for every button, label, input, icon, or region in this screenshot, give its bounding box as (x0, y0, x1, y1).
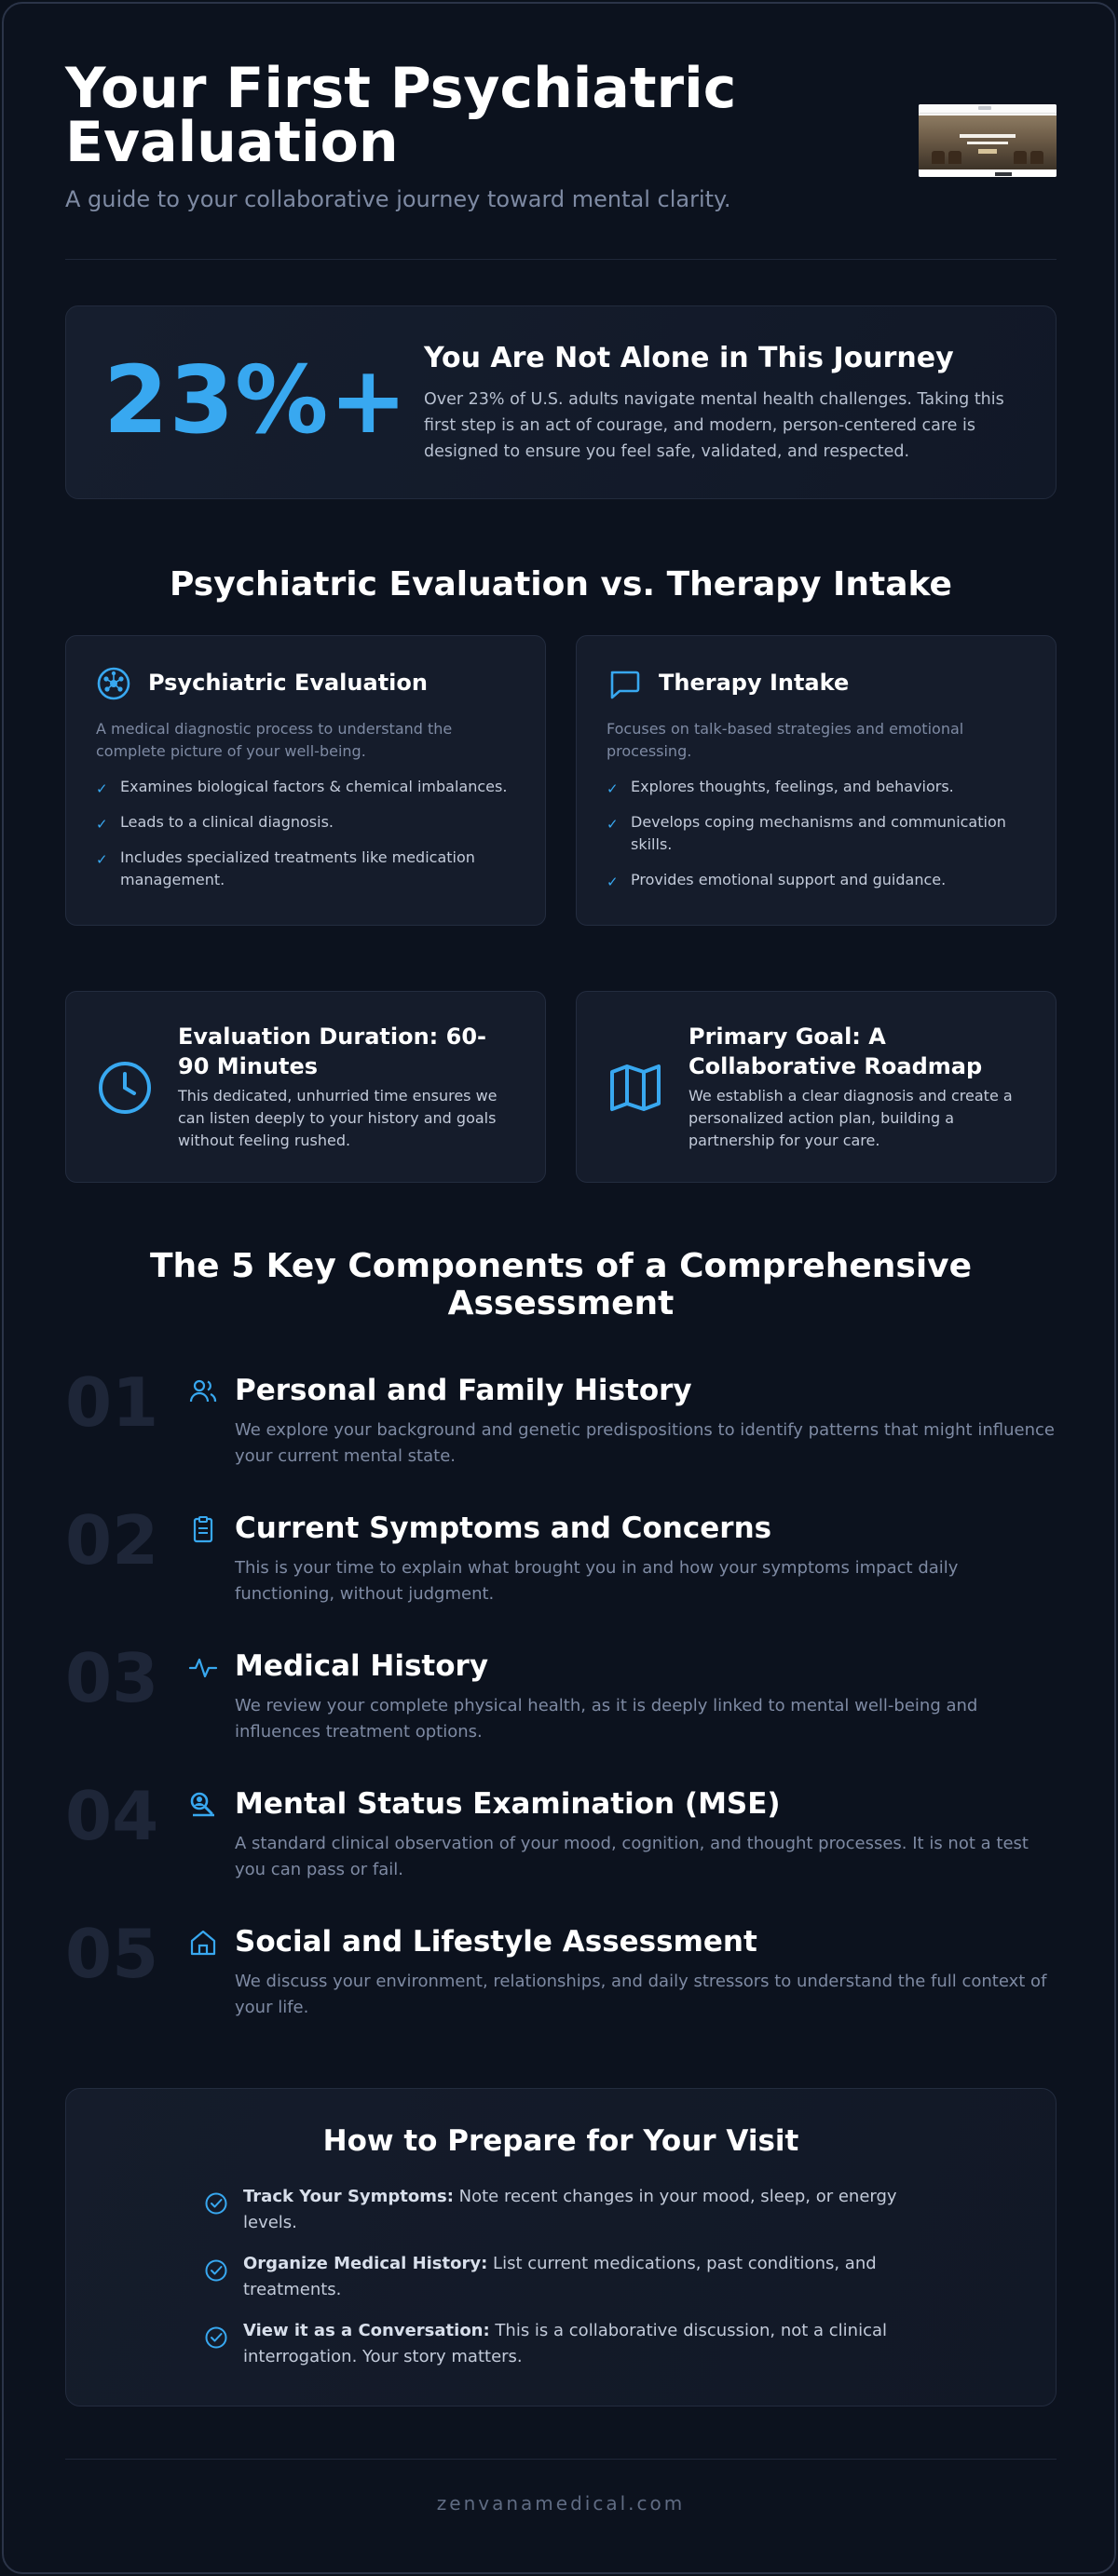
search-user-icon (188, 1790, 218, 1820)
component-number: 02 (65, 1501, 159, 1579)
check-circle-icon (204, 2258, 228, 2283)
psychiatric-evaluation-card (65, 635, 546, 926)
component-title: Social and Lifestyle Assessment (235, 1925, 757, 1959)
info-title: Primary Goal: A Collaborative Roadmap (689, 1024, 983, 1079)
map-icon (607, 1059, 664, 1117)
component-number: 01 (65, 1363, 159, 1442)
card-description: A medical diagnostic process to understand the complete picture of your well-being. (96, 720, 453, 760)
stat-number: 23%+ (103, 346, 409, 454)
brain-icon (96, 666, 131, 701)
page-title: Your First Psychiatric Evaluation (65, 56, 737, 175)
card-point-list (607, 776, 1026, 904)
component-item (65, 1641, 1057, 1753)
check-icon: ✓ (607, 780, 619, 797)
prepare-item-label: Track Your Symptoms: (243, 2187, 454, 2206)
footer-divider (65, 2459, 1057, 2460)
component-item (65, 1365, 1057, 1477)
prepare-item-label: View it as a Conversation: (243, 2321, 490, 2340)
component-number: 05 (65, 1915, 159, 1993)
component-text: A standard clinical observation of your mood, cognition, and thought processes. It is not a test you can pass or fail. (235, 1834, 1029, 1879)
component-item (65, 1503, 1057, 1615)
check-circle-icon (204, 2325, 228, 2350)
check-icon: ✓ (96, 816, 108, 833)
card-title: Psychiatric Evaluation (148, 670, 428, 696)
clock-icon (96, 1059, 154, 1117)
prepare-title: How to Prepare for Your Visit (322, 2124, 799, 2158)
check-icon: ✓ (607, 816, 619, 833)
prepare-item-text: List current medications, past conditions, and treatments. (243, 2254, 877, 2299)
card-point-list (96, 776, 515, 904)
components-title: The 5 Key Components of a Comprehensive Assessment (149, 1247, 973, 1322)
list-item: ✓ Explores thoughts, feelings, and behaviors. (607, 776, 1026, 798)
check-icon: ✓ (96, 780, 108, 797)
component-text: We discuss your environment, relationships, and daily stressors to understand the full context of your life. (235, 1972, 1047, 2017)
list-item: ✓ Leads to a clinical diagnosis. (96, 811, 515, 834)
component-title: Current Symptoms and Concerns (235, 1512, 772, 1545)
pulse-icon (188, 1652, 218, 1682)
component-number: 03 (65, 1639, 159, 1717)
card-description: Focuses on talk-based strategies and emotional processing. (607, 720, 964, 760)
prepare-item-text: This is a collaborative discussion, not a clinical interrogation. Your story matters. (243, 2321, 888, 2366)
therapy-intake-card (576, 635, 1057, 926)
component-text: We review your complete physical health, as it is deeply linked to mental well-being and influences treatment options. (235, 1696, 978, 1742)
stat-title: You Are Not Alone in This Journey (424, 342, 954, 374)
chat-bubble-icon (607, 666, 642, 701)
users-icon (188, 1376, 218, 1406)
list-item: ✓ Provides emotional support and guidance. (607, 869, 1026, 891)
page-subtitle: A guide to your collaborative journey toward mental clarity. (65, 186, 731, 212)
infographic-frame (2, 2, 1116, 2574)
stat-card (65, 305, 1057, 499)
component-number: 04 (65, 1777, 159, 1855)
prepare-item-text: Note recent changes in your mood, sleep, or energy levels. (243, 2187, 897, 2232)
info-text: We establish a clear diagnosis and create a personalized action plan, building a partnership for your care. (689, 1087, 1013, 1149)
home-icon (188, 1928, 218, 1958)
list-item: ✓ Includes specialized treatments like medication management. (96, 848, 475, 888)
prepare-card (65, 2088, 1057, 2407)
header-divider (65, 259, 1057, 260)
component-title: Medical History (235, 1649, 489, 1683)
check-icon: ✓ (607, 874, 619, 890)
list-item: ✓ Examines biological factors & chemical imbalances. (96, 776, 515, 798)
info-text: This dedicated, unhurried time ensures we can listen deeply to your history and goals without feeling rushed. (178, 1087, 498, 1149)
check-circle-icon (204, 2191, 228, 2216)
list-item: ✓ Develops coping mechanisms and communication skills. (607, 813, 1006, 853)
info-title: Evaluation Duration: 60-90 Minutes (178, 1024, 486, 1079)
clipboard-icon (188, 1514, 218, 1544)
component-item (65, 1779, 1057, 1891)
component-item (65, 1917, 1057, 2028)
duration-card (65, 991, 546, 1183)
component-text: We explore your background and genetic predispositions to identify patterns that might influence your current mental state. (235, 1420, 1055, 1466)
component-title: Mental Status Examination (MSE) (235, 1787, 781, 1821)
goal-card (576, 991, 1057, 1183)
clinic-website-thumbnail (919, 104, 1057, 177)
prepare-item-label: Organize Medical History: (243, 2254, 488, 2273)
comparison-title: Psychiatric Evaluation vs. Therapy Intake (170, 565, 952, 603)
card-title: Therapy Intake (659, 670, 850, 696)
footer-domain[interactable]: zenvanamedical.com (436, 2492, 686, 2515)
stat-text: Over 23% of U.S. adults navigate mental health challenges. Taking this first step is an act of courage, and modern, person-centered care is designed to ensure you feel safe, validated, and respected. (424, 390, 1004, 461)
component-title: Personal and Family History (235, 1374, 692, 1407)
check-icon: ✓ (96, 851, 108, 868)
component-text: This is your time to explain what brought you in and how your symptoms impact daily functioning, without judgment. (235, 1558, 959, 1604)
